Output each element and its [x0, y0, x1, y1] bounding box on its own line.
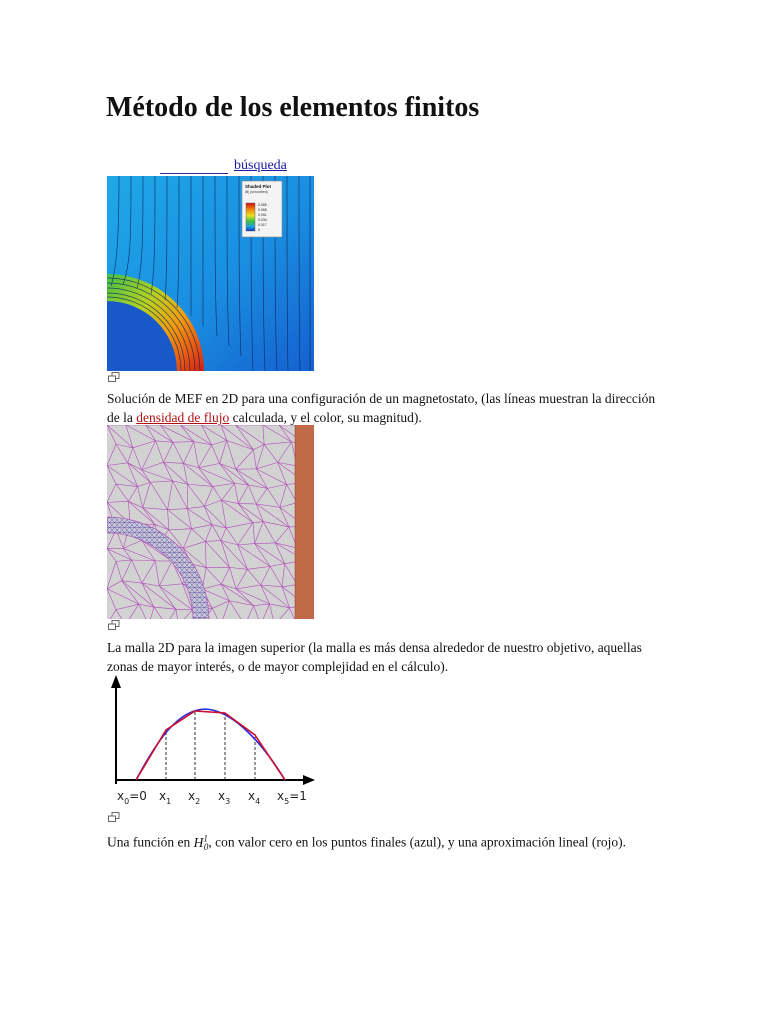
tick-label-x2: $x_2$: [188, 789, 201, 806]
fem-mesh-image: [107, 425, 314, 619]
tick-label-x4: $x_4$: [248, 789, 261, 806]
tick-label-x5: $x_5=1$: [277, 789, 307, 806]
x-axis-arrow: [303, 775, 315, 785]
flux-density-link[interactable]: densidad de flujo: [136, 410, 230, 425]
tick-label-x1: $x_1$: [159, 789, 172, 806]
legend-value: 0: [258, 228, 260, 232]
legend-value: 0.068: [258, 208, 267, 212]
sobolev-space-symbol: $H^1_0$: [193, 833, 209, 853]
legend-title: Shaded Plot: [245, 184, 272, 189]
linear-approximation-figure: [103, 674, 317, 812]
fem-solution-image: [107, 176, 314, 371]
legend-value: 0.034: [258, 218, 267, 222]
enlarge-icon[interactable]: [108, 812, 120, 822]
legend-value: 0.085: [258, 203, 267, 207]
search-link[interactable]: búsqueda: [234, 158, 287, 173]
y-axis-arrow: [111, 675, 121, 688]
caption-approximation: Una función en $H^1_0$, con valor cero en los puntos finales (azul), y una aproximación lineal (rojo).: [107, 833, 626, 853]
linear-approximation: [136, 711, 285, 780]
function-curve: [136, 709, 285, 780]
page-title: Método de los elementos finitos: [106, 92, 480, 123]
navigation-line: [160, 158, 287, 174]
legend-value: 0.017: [258, 223, 267, 227]
legend-subtitle: |B| (smoothed): [245, 190, 268, 194]
tick-label-x0: $x_0=0$: [117, 789, 147, 806]
enlarge-icon[interactable]: [108, 620, 120, 630]
caption-fem-solution: Solución de MEF en 2D para una configuración de un magnetostato, (las líneas muestran la dirección de la densidad de flujo calculada, y el color, su magnitud).: [107, 391, 656, 425]
enlarge-icon[interactable]: [108, 372, 120, 382]
caption-mesh: La malla 2D para la imagen superior (la malla es más densa alrededor de nuestro objetivo, aquellas zonas de mayor interés, o de mayor complejidad en el cálculo).: [107, 640, 642, 674]
blank-link[interactable]: [160, 159, 228, 174]
legend-value: 0.051: [258, 213, 267, 217]
tick-label-x3: $x_3$: [218, 789, 231, 806]
